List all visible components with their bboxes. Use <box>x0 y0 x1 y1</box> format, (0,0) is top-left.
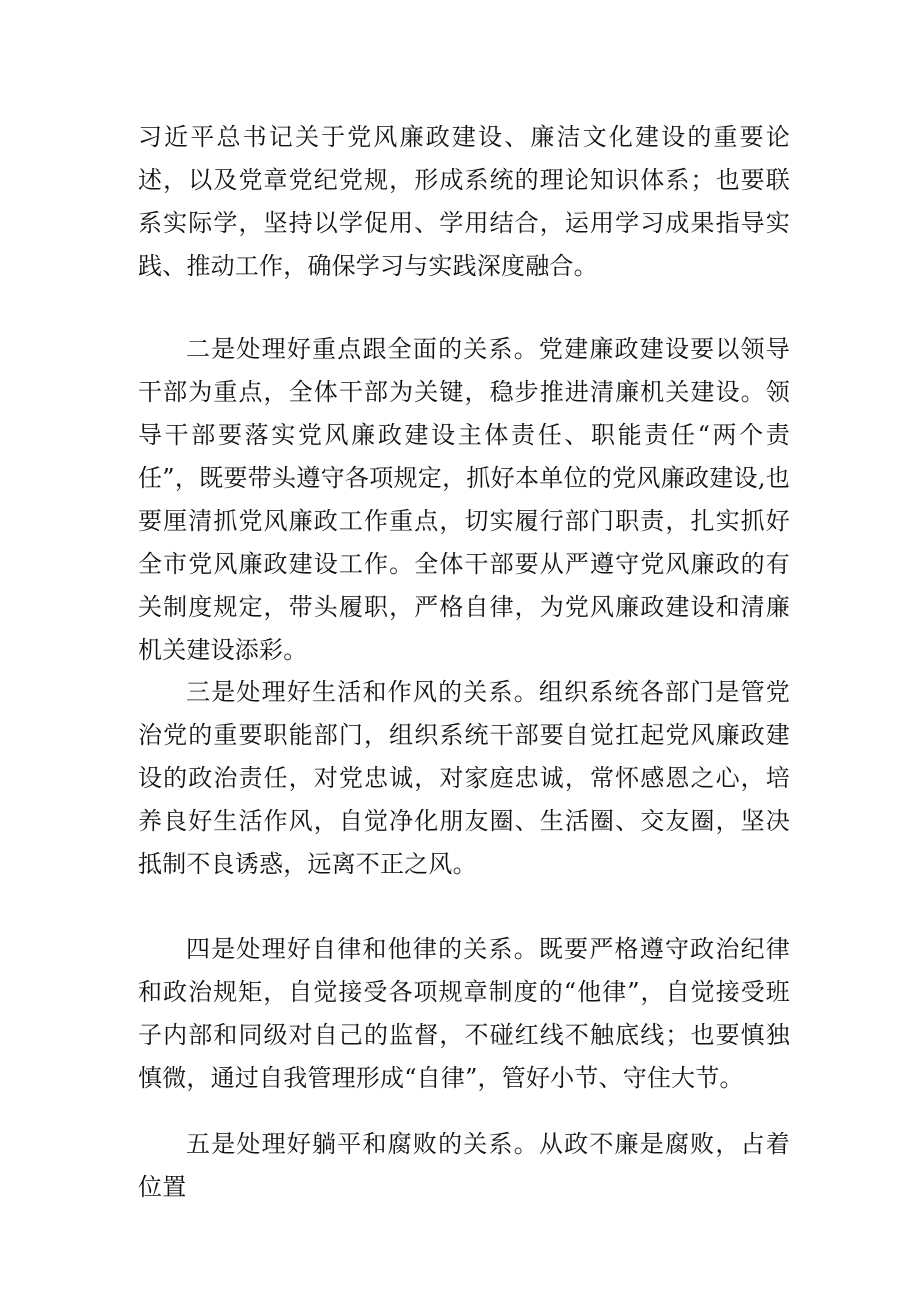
paragraph-point-five: 五是处理好躺平和腐败的关系。从政不廉是腐败，占着位置 <box>138 1130 790 1201</box>
paragraph-continuation: 习近平总书记关于党风廉政建设、廉洁文化建设的重要论述，以及党章党纪党规，形成系统的理论知识体系；也要联系实际学，坚持以学促用、学用结合，运用学习成果指导实践、推动工作，确保学习与实践深度融合。 <box>138 123 790 280</box>
paragraph-point-three: 三是处理好生活和作风的关系。组织系统各部门是管党治党的重要职能部门，组织系统干部要自觉扛起党风廉政建设的政治责任，对党忠诚，对家庭忠诚，常怀感恩之心，培养良好生活作风，自觉净化朋友圈、生活圈、交友圈，坚决抵制不良诱惑，远离不正之风。 <box>138 678 790 878</box>
paragraph-point-four: 四是处理好自律和他律的关系。既要严格遵守政治纪律和政治规矩，自觉接受各项规章制度的“他律”，自觉接受班子内部和同级对自己的监督，不碰红线不触底线；也要慎独慎微，通过自我管理形成“自律”，管好小节、守住大节。 <box>138 935 790 1092</box>
paragraph-point-two: 二是处理好重点跟全面的关系。党建廉政建设要以领导干部为重点，全体干部为关键，稳步推进清廉机关建设。领导干部要落实党风廉政建设主体责任、职能责任“两个责任”，既要带头遵守各项规定，抓好本单位的党风廉政建设,也要厘清抓党风廉政工作重点，切实履行部门职责，扎实抓好全市党风廉政建设工作。全体干部要从严遵守党风廉政的有关制度规定，带头履职，严格自律，为党风廉政建设和清廉机关建设添彩。 <box>138 335 790 664</box>
